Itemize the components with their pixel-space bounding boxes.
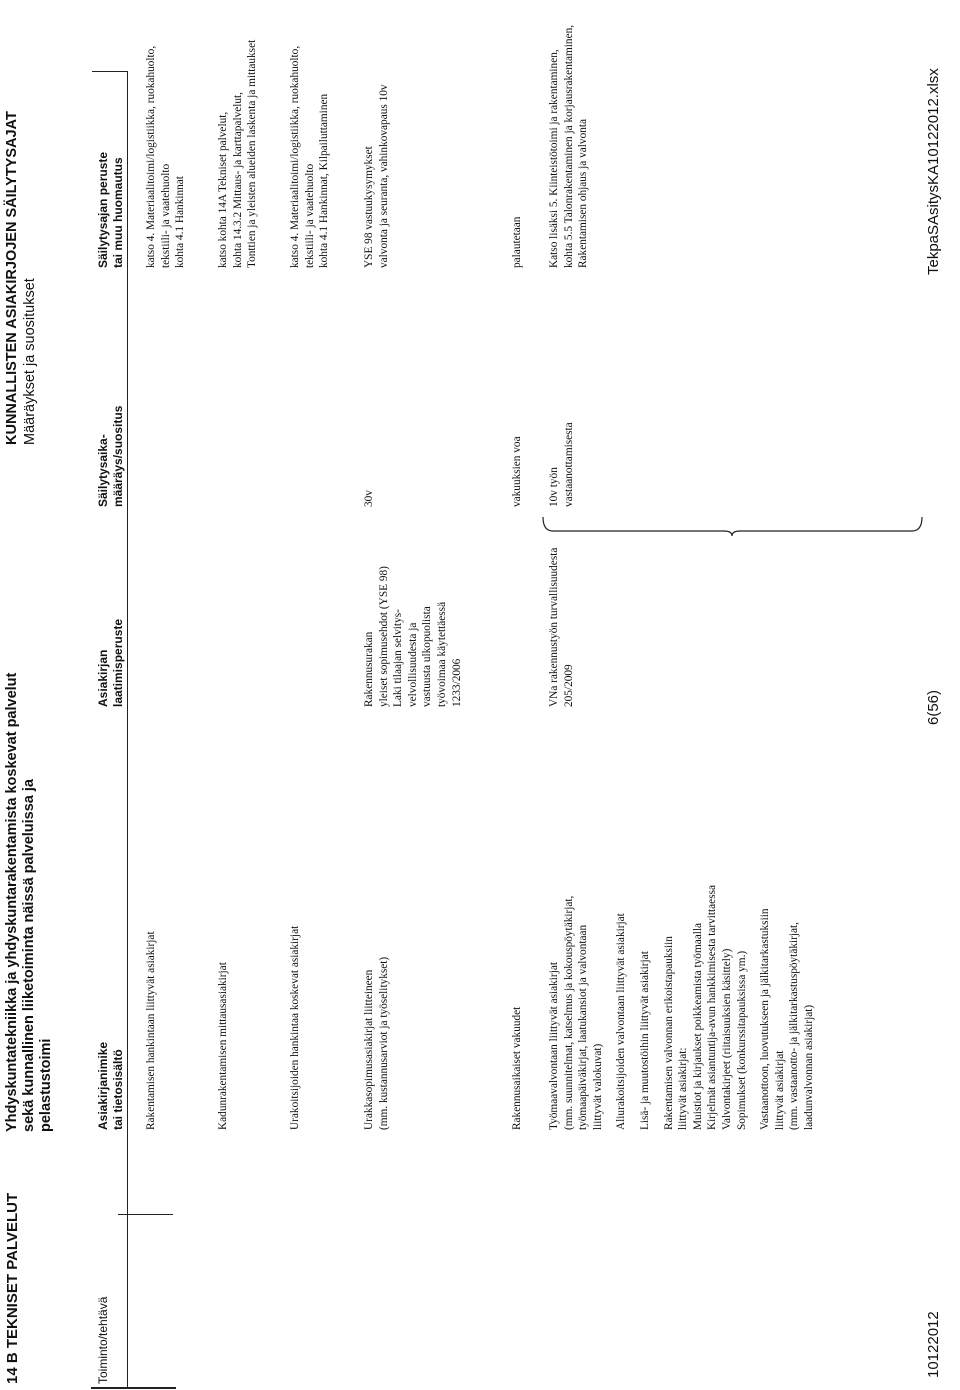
section-subtitle-line-2: sekä kunnallinen liiketoiminta näissä palveluissa ja xyxy=(21,779,37,1132)
footer-filename: TekpaSAsitysKA10122012.xlsx xyxy=(925,68,942,275)
row-4-basis: Rakennusurakan yleiset sopimusehdot (YSE 98) Laki tilaajan selvitys- velvollisuudesta ja vastuusta ulkopuolista työvoimaa käytettäessä 1233/2006 xyxy=(363,566,463,707)
column-period xyxy=(96,406,125,507)
row-6-reason: Katso lisäksi 5. Kiinteistötoimi ja rakentaminen, kohta 5.5 Talonrakentaminen ja korjausrakentaminen, Rakentamisen ohjaus ja valvonta xyxy=(548,24,590,268)
row-3-reason: katso 4. Materiaalitoimi/logistiikka, ruokahuolto, tekstiili- ja vaatehuolto kohta 4.1 Hankinnat, Kilpailuttaminen xyxy=(289,45,331,268)
row-6-period: 10v työn vastaanottamisesta xyxy=(548,422,575,507)
row-2-doc: Kadunrakentamisen mittausasiakirjat xyxy=(217,962,229,1130)
row-5-reason: palautetaan xyxy=(511,216,523,268)
header-divider xyxy=(127,72,128,1388)
column-doc-name-line-2: tai tietosisältö xyxy=(110,1049,125,1130)
column-doc-name xyxy=(96,1042,125,1130)
brace-icon xyxy=(541,511,924,537)
row-4-reason: YSE 98 vastuukysymykset valvonta ja seuranta, vahinkovapaus 10v xyxy=(363,84,390,268)
row-1-doc: Rakentamisen hankintaan liittyvät asiakirjat xyxy=(145,931,157,1130)
column-doc-name-line-1: Asiakirjanimike xyxy=(96,1041,110,1130)
column-task: Toiminto/tehtävä xyxy=(96,1296,110,1384)
section-subtitle xyxy=(4,673,55,1132)
column-period-line-1: Säilytysaika- xyxy=(96,434,110,507)
document-subtitle: Määräykset ja suositukset xyxy=(22,278,38,445)
table-rule-right xyxy=(92,71,128,72)
document-title: KUNNALLISTEN ASIAKIRJOJEN SÄILYTYSAJAT xyxy=(4,111,20,445)
footer-page-number: 6(56) xyxy=(925,689,942,725)
column-basis xyxy=(96,619,125,707)
row-4-doc: Urakkasopimusasiakirjat liitteineen (mm. kustannusarviot ja työselitykset) xyxy=(363,956,390,1130)
column-period-line-2: määräys/suositus xyxy=(110,405,125,507)
row-6-doc: Työmaavalvontaan liittyvät asiakirjat (mm. suunnitelmat, katselmus ja kokouspöytäkirjat, työmaapäiväkirjat, laatukansiot ja valvontaan liittyvät valokuvat) Aliurakoitsijoiden valvontaan liittyvät asiakirjat Lisä- ja muutostöihin liittyvät asiakirjat Rakentamisen valvonnan erikoistapauksiin liittyvät asiakirjat: Muistiot ja kirjaukset poikkeamista työmaalla Kirjelmät asiantuntija-avun hankkimisesta tarvittaessa Valvontakirjeet (riitaisuuksien käsittely) Sopimukset (konkurssitapauksissa ym.) Vastaanottoon, luovutukseen ja jälkitarkastuksiin liittyvät asiakirjat (mm. vastaanotto- ja jälkitarkastuspöytäkirjat, laadunvalvonnan asiakirjat) xyxy=(548,884,815,1130)
row-1-reason: katso 4. Materiaalitoimi/logistiikka, ruokahuolto, tekstiili- ja vaatehuolto kohta 4.1 Hankinnat xyxy=(145,45,187,268)
section-subtitle-line-1: Yhdyskuntatekniikka ja yhdyskuntarakentamista koskevat palvelut xyxy=(4,672,20,1132)
section-title: 14 B TEKNISET PALVELUT xyxy=(4,1192,21,1384)
table-rule-left xyxy=(91,1387,176,1389)
column-reason xyxy=(96,152,125,268)
column-basis-line-1: Asiakirjan xyxy=(96,649,110,707)
footer-date: 10122012 xyxy=(925,1311,942,1378)
row-3-doc: Urakoitsijoiden hankintaa koskevat asiakirjat xyxy=(289,925,301,1130)
row-5-doc: Rakennusaikaiset vakuudet xyxy=(511,1006,523,1130)
column-basis-line-2: laatimisperuste xyxy=(110,618,125,707)
row-4-period: 30v xyxy=(363,490,375,507)
column-reason-line-2: tai muu huomautus xyxy=(110,157,125,268)
row-6-basis: VNa rakennustyön turvallisuudesta 205/2009 xyxy=(548,547,575,707)
row-5-period: vakuuksien voa xyxy=(511,436,523,507)
section-subtitle-line-3: pelastustoimi xyxy=(38,1038,54,1132)
row-2-reason: katso kohta 14A Tekniset palvelut, kohta 14.3.2 Mittaus- ja karttapalvelut, Tonttien ja yleisten alueiden laskenta ja mittaukset xyxy=(217,39,259,268)
column-reason-line-1: Säilytysajan peruste xyxy=(96,151,110,268)
